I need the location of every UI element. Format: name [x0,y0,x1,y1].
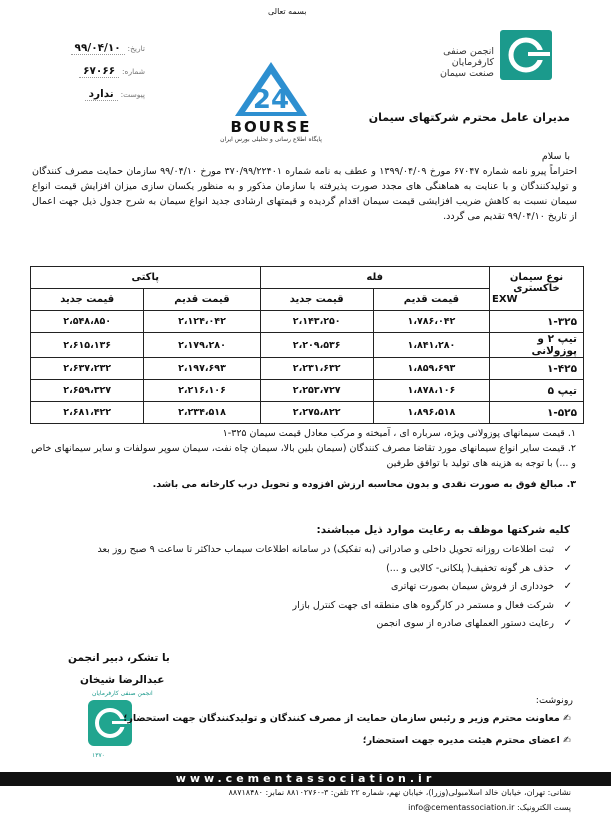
bourse-number: 24 [252,85,290,115]
obligation-item [27,615,572,634]
bulk-old-price: ۱،۸۷۸،۱۰۶ [373,380,489,402]
note-number: ۱. [567,428,576,439]
note-item [31,441,576,471]
check-icon: ✓ [563,581,572,592]
attachment-row [30,88,145,100]
type-header-exw: EXW [492,294,518,305]
note-item [31,426,576,441]
note-number: ۳. [566,479,576,490]
packed-old-price: ۲،۱۷۹،۲۸۰ [144,333,260,358]
bulk-old-header: قیمت قدیم [373,289,489,311]
packed-old-header: قیمت قدیم [144,289,260,311]
obligation-item [27,560,572,579]
table-row [31,311,584,333]
cement-type: ۱-۴۲۵ [490,358,584,380]
check-icon: ✓ [563,618,572,629]
table-row [31,333,584,358]
pen-icon: ✍ [563,713,571,724]
obligation-text: رعایت دستور العملهای صادره از سوی انجمن [376,618,554,629]
letter-body: احتراماً پیرو نامه شماره ۶۷۰۴۷ مورخ ۱۳۹۹/۰۴/۰۹ و عطف به نامه شماره ۳۷۰/۹۹/۲۲۴۰۱ مورخ ۹۹/۰۴/۱۰ سازمان حمایت مصرف کنندگان و تولیدکنندگان و با عنایت به هماهنگی های مجدد صورت پذیرفته با سازمان مذکور و به منظور یکسان سازی میزان افزایش قیمت انواع سیمان نسبت به کاهش ضریب افزایشی قیمت سیمان اقدام گردیده و قیمتهای ارشادی جدید انواع سیمان به شرح جدول ذیل جهت اعمال از تاریخ ۹۹/۰۴/۱۰ تقدیم می گردد. [32,166,577,222]
note-text: قیمت سیمانهای پوزولانی ویژه، سرباره ای ، آمیخته و مرکب معادل قیمت سیمان ۳۲۵-۱ [222,428,565,439]
check-icon: ✓ [563,544,572,555]
bulk-group-header: فله [260,267,489,289]
bourse-logo-icon [233,60,309,118]
type-header [490,267,584,311]
address-line: نشانی: تهران، خیابان خالد اسلامبولی(وزرا)، خیابان نهم، شماره ۲۲ تلفن: ۳-۸۸۱۰۲۷۶۰ نمابر: ۸۸۷۱۸۴۸۰ [228,788,571,797]
cement-type: تیپ ۵ [490,380,584,402]
check-icon: ✓ [563,599,572,611]
obligation-text: حذف هر گونه تخفیف( پلکانی- کالایی و ...) [386,562,554,574]
email-address[interactable]: info@cementassociation.ir [408,803,515,812]
note-item [31,477,576,492]
obligations-list [27,541,572,634]
packed-old-price: ۲،۲۳۴،۵۱۸ [144,402,260,424]
packed-group-header: پاکتی [31,267,261,289]
date-label: تاریخ: [127,44,145,53]
cc-text: معاونت محترم وزیر و رئیس سازمان حمایت از مصرف کنندگان و تولیدکنندگان جهت استحضار؛ [123,713,560,724]
date-row [30,42,145,54]
bismillah: بسمه تعالی [268,7,307,16]
number-label: شماره: [122,67,145,76]
note-text: قیمت سایر انواع سیمانهای مورد تقاضا مصرف کنندگان (سیمان بلین بالا، سیمان چاه نفت، سیمان سوپر سولفات و سایر سیمانهای خاص و ...) با توجه به هزینه های تولید با توافق طرفین [31,443,576,469]
obligation-item [27,578,572,597]
association-logo [500,30,552,80]
bulk-new-price: ۲،۲۰۹،۵۳۶ [260,333,373,358]
bourse-wordmark: BOURSE [230,118,312,136]
obligation-text: ثبت اطلاعات روزانه تحویل داخلی و صادراتی (به تفکیک) در سامانه اطلاعات سیماب حداکثر تا ساعت ۹ صبح روز بعد [97,544,554,555]
bulk-new-price: ۲،۲۵۳،۷۲۷ [260,380,373,402]
bulk-new-header: قیمت جدید [260,289,373,311]
bulk-old-price: ۱،۷۸۶،۰۴۲ [373,311,489,333]
association-name-line: انجمن صنفی [443,46,494,57]
table-row [31,380,584,402]
obligation-item [27,597,572,616]
obligation-item [27,541,572,560]
packed-old-price: ۲،۱۹۷،۶۹۳ [144,358,260,380]
note-number: ۲. [567,443,576,454]
bourse-subtitle: پایگاه اطلاع رسانی و تحلیلی بورس ایران [220,136,322,143]
packed-new-header: قیمت جدید [31,289,144,311]
stamp-date: ۱۳۷۰ [92,752,105,759]
cc-item [91,713,571,724]
date-value: ۹۹/۰۴/۱۰ [71,42,125,55]
table-header-row [31,267,584,289]
cc-label: رونوشت: [535,695,573,706]
association-name [394,46,494,79]
packed-old-price: ۲،۱۲۴،۰۴۲ [144,311,260,333]
signature-name: عبدالرضا شیخان [80,674,165,686]
website-banner: www.cementassociation.ir [0,772,611,786]
bulk-new-price: ۲،۲۳۱،۶۳۲ [260,358,373,380]
table-row [31,358,584,380]
obligations-heading: کلیه شرکتها موظف به رعایت موارد ذیل میباشند: [316,524,570,536]
bulk-old-price: ۱،۸۵۹،۶۹۳ [373,358,489,380]
cement-type: ۱-۳۲۵ [490,311,584,333]
cement-type: تیپ ۲ و پوزولانی [490,333,584,358]
packed-new-price: ۲،۶۸۱،۴۲۲ [31,402,144,424]
type-header-line: نوع سیمان خاکستری [509,272,564,294]
cc-text: اعضای محترم هیئت مدیره جهت استحضار؛ [362,735,560,746]
greeting: با سلام [541,151,570,162]
bulk-new-price: ۲،۲۷۵،۸۲۲ [260,402,373,424]
bulk-new-price: ۲،۱۴۳،۲۵۰ [260,311,373,333]
notes-list [31,426,576,492]
recipient-heading: مدیران عامل محترم شرکتهای سیمان [368,111,570,124]
packed-new-price: ۲،۶۳۷،۲۳۲ [31,358,144,380]
packed-new-price: ۲،۵۴۸،۸۵۰ [31,311,144,333]
pen-icon: ✍ [563,735,571,746]
cement-logo-icon [500,30,552,80]
stamp-text: انجمن صنفی کارفرمایان [92,690,153,697]
association-name-line: صنعت سیمان [439,68,494,79]
cement-type: ۱-۵۲۵ [490,402,584,424]
number-value: ۶۷۰۶۶ [79,65,119,78]
price-table [30,266,584,424]
obligation-text: خودداری از فروش سیمان بصورت تهاتری [391,581,554,592]
bulk-old-price: ۱،۸۹۶،۵۱۸ [373,402,489,424]
email-label: پست الکترونیک: [516,803,571,812]
signature-title: با تشکر، دبیر انجمن [68,652,170,664]
number-row [30,65,145,77]
packed-new-price: ۲،۶۱۵،۱۳۶ [31,333,144,358]
packed-old-price: ۲،۲۱۶،۱۰۶ [144,380,260,402]
bulk-old-price: ۱،۸۴۱،۲۸۰ [373,333,489,358]
check-icon: ✓ [563,562,572,574]
email-line [21,803,571,812]
attachment-value: ندارد [85,88,118,101]
obligation-text: شرکت فعال و مستمر در کارگروه های منطقه ای جهت کنترل بازار [292,599,554,611]
table-row [31,402,584,424]
note-text: مبالغ فوق به صورت نقدی و بدون محاسبه ارزش افزوده و تحویل درب کارخانه می باشد. [152,479,564,490]
association-name-line: کارفرمایان [451,57,494,68]
packed-new-price: ۲،۶۵۹،۳۲۷ [31,380,144,402]
attachment-label: پیوست: [120,90,145,99]
cc-item [91,735,571,746]
